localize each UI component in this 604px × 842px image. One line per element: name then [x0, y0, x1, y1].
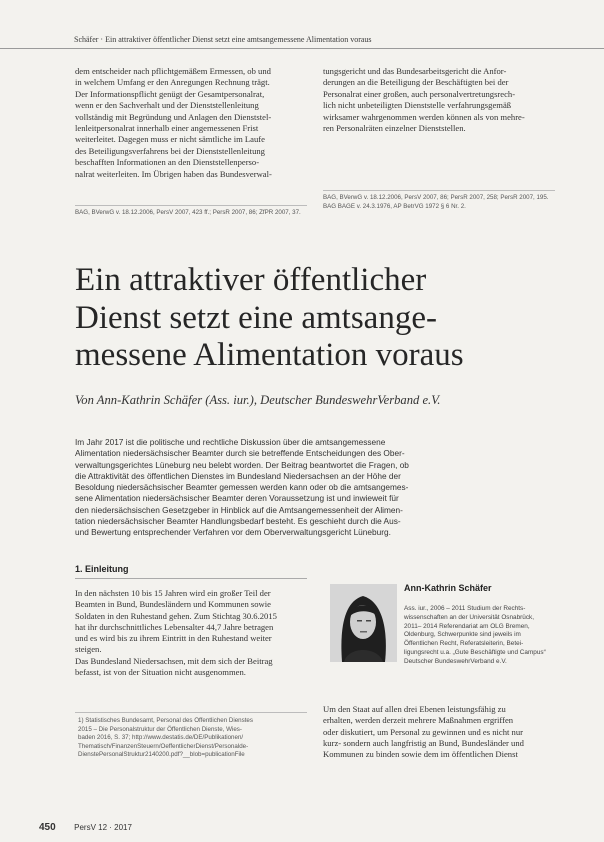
footnote-left: [75, 209, 307, 218]
footnote-right: [323, 194, 555, 211]
bio-line: Öffentlichen Recht, Referatsleiterin, Betei-: [404, 640, 524, 648]
title-line: Ein attraktiver öffentlicher: [75, 262, 427, 298]
abstract-line: tation niedersächsischer Beamter Handlungsbedarf besteht. Es geschieht durch die Aus-: [75, 516, 401, 527]
bio-line: Ass. iur., 2006 – 2011 Studium der Rechts-: [404, 605, 526, 612]
text-line: Soldaten in den Ruhestand gehen. Zum Stichtag 30.6.2015: [75, 610, 277, 621]
footnote-line: 1) Statistisches Bundesamt, Personal des Öffentlichen Dienstes: [78, 717, 253, 724]
article-title: [75, 262, 545, 375]
top-right-column: [323, 66, 555, 134]
text-line: Beamten in Bund, Bundesländern und Kommunen sowie: [75, 599, 271, 610]
text-line: des Beteiligungsverfahrens bei der Dienststellenleitung: [75, 145, 265, 156]
abstract-line: Alimentation niedersächsischer Beamter durch sie betreffende Entscheidungen des Ober-: [75, 448, 405, 459]
right-body-paragraph: [323, 704, 558, 760]
footnote-bottom: [78, 717, 308, 760]
footnote-divider-right: [323, 190, 555, 191]
author-byline: Von Ann-Kathrin Schäfer (Ass. iur.), Deutscher BundeswehrVerband e.V.: [75, 393, 441, 407]
text-line: erhalten, werden derzeit mehrere Maßnahmen ergriffen: [323, 715, 514, 726]
abstract-line: sene Alimentation niedersächsischer Beamter deren Voraussetzung ist und inwieweit für: [75, 493, 399, 504]
text-line: befasst, ist von der Situation nicht ausgenommen.: [75, 667, 246, 678]
text-line: in welchem Umfang er den Anregungen Rechnung trägt.: [75, 77, 270, 88]
text-line: lenleitpersonalrat innerhalb einer angemessenen Frist: [75, 123, 259, 134]
abstract: [75, 437, 560, 539]
text-line: weiterleitet. Dagegen muss er nicht sämtliche im Laufe: [75, 134, 265, 145]
page-footer: [39, 817, 132, 835]
journal-issue: PersV 12 · 2017: [74, 823, 132, 832]
text-line: Das Bundesland Niedersachsen, mit dem sich der Beitrag: [75, 655, 273, 666]
bio-name: Ann-Kathrin Schäfer: [404, 583, 492, 593]
header-divider: [0, 48, 604, 49]
text-line: oder diskutiert, um Personal zu gewinnen und es nicht nur: [323, 726, 524, 737]
title-line: Dienst setzt eine amtsange-: [75, 299, 437, 336]
footnote-line: BAG, BVerwG v. 18.12.2006, PersV 2007, 423 ff.; PersR 2007, 86; ZfPR 2007, 37.: [75, 209, 301, 216]
text-line: wenn er den Sachverhalt und der Dienststellenleitung: [75, 100, 259, 111]
footnote-divider-bottom: [75, 712, 307, 713]
abstract-line: und Bewertung entsprechender Verfahren vor dem Oberverwaltungsgericht Lüneburg.: [75, 527, 391, 538]
footnote-divider-left: [75, 205, 307, 206]
author-portrait: [330, 584, 397, 662]
text-line: In den nächsten 10 bis 15 Jahren wird ein großer Teil der: [75, 588, 271, 598]
text-line: Um den Staat auf allen drei Ebenen leistungsfähig zu: [323, 704, 506, 714]
title-line: messene Alimentation voraus: [75, 337, 464, 373]
abstract-line: Im Jahr 2017 ist die politische und rechtliche Diskussion über die amtsangemessene: [75, 437, 386, 447]
text-line: Kommunen zu binden sowie dem im öffentlichen Dienst: [323, 749, 518, 760]
section-divider: [75, 578, 307, 579]
text-line: hat ihr durchschnittliches Lebensalter 44,7 Jahre betragen: [75, 621, 274, 632]
footnote-line: BAG, BVerwG v. 18.12.2006, PersV 2007, 86; PersR 2007, 258; PersR 2007, 195.: [323, 194, 549, 201]
text-line: derungen an die Beteiligung der Beschäftigten bei der: [323, 77, 509, 88]
text-line: tungsgericht und das Bundesarbeitsgericht die Anfor-: [323, 66, 507, 76]
bio-line: ligungsrecht u.a. „Gute Beschäftigte und Campus“: [404, 648, 546, 656]
text-line: dem entscheider nach pflichtgemäßem Ermessen, ob und: [75, 66, 271, 76]
abstract-line: die Attraktivität des öffentlichen Dienstes im Bundesland Niedersachsen an der Höhe der: [75, 470, 401, 481]
footnote-line: DienstePersonalStruktur2140200.pdf?__blob=publicationFile: [78, 751, 245, 759]
text-line: wirksamer wahrgenommen werden können als von mehre-: [323, 111, 525, 122]
text-line: Personalrat einer großen, auch personalvertretungsrech-: [323, 88, 516, 99]
abstract-line: den niedersächsischen Gesetzgeber in Hinblick auf die Amtsangemessenheit der Alimen-: [75, 504, 403, 515]
bio-line: 2011– 2014 Referendariat am OLG Bremen,: [404, 622, 530, 630]
text-line: lich nicht unbeteiligten Dienststelle verfahrungsgemäß: [323, 100, 512, 111]
text-line: ren Personalräten einzelner Dienststellen.: [323, 123, 466, 134]
footnote-line: Thematisch/FinanzenSteuern/OeffentlicherDienst/Personalde-: [78, 742, 249, 750]
section-heading: 1. Einleitung: [75, 564, 129, 574]
bio-line: wissenschaften an der Universität Osnabrück,: [404, 613, 535, 621]
text-line: Der Informationspflicht genügt der Gesamtpersonalrat,: [75, 88, 265, 99]
text-line: nalrat weiterleiten. Im Übrigen haben das Bundesverwal-: [75, 168, 272, 179]
author-bio: [404, 605, 546, 667]
footnote-line: 2015 – Die Personalstruktur der Öffentlichen Dienste, Wies-: [78, 725, 242, 733]
page-number: 450: [39, 822, 56, 833]
text-line: steigen.: [75, 644, 102, 655]
bio-line: Oldenburg, Schwerpunkte sind jeweils im: [404, 631, 521, 639]
intro-paragraph: [75, 588, 307, 678]
abstract-line: Besoldung niedersächsischer Beamter gemessen werden kann oder ob die amtsangemes-: [75, 482, 409, 493]
text-line: kurz- sondern auch langfristig an Bund, Bundesländer und: [323, 737, 524, 748]
footnote-line: BAG BAGE v. 24.3.1976, AP BetrVG 1972 § 6 Nr. 2.: [323, 202, 466, 210]
bio-line: Deutscher BundeswehrVerband e.V.: [404, 657, 507, 665]
top-left-column: [75, 66, 307, 180]
running-header: Schäfer · Ein attraktiver öffentlicher Dienst setzt eine amtsangemessene Alimentation voraus: [74, 35, 372, 44]
footnote-line: baden 2016, S. 37; http://www.destatis.de/DE/Publikationen/: [78, 734, 244, 742]
abstract-line: verwaltungsgerichtes Lüneburg neu belebt worden. Der Beitrag beantwortet die Fragen, ob: [75, 459, 409, 470]
text-line: vollständig mit Begründung und Anlagen den Dienststel-: [75, 111, 272, 122]
portrait-photo-icon: [330, 584, 397, 662]
text-line: beschafften Informationen an den Dienststellenperso-: [75, 157, 260, 168]
text-line: und es wird bis zu ihrem Eintritt in den Ruhestand weiter: [75, 633, 272, 644]
